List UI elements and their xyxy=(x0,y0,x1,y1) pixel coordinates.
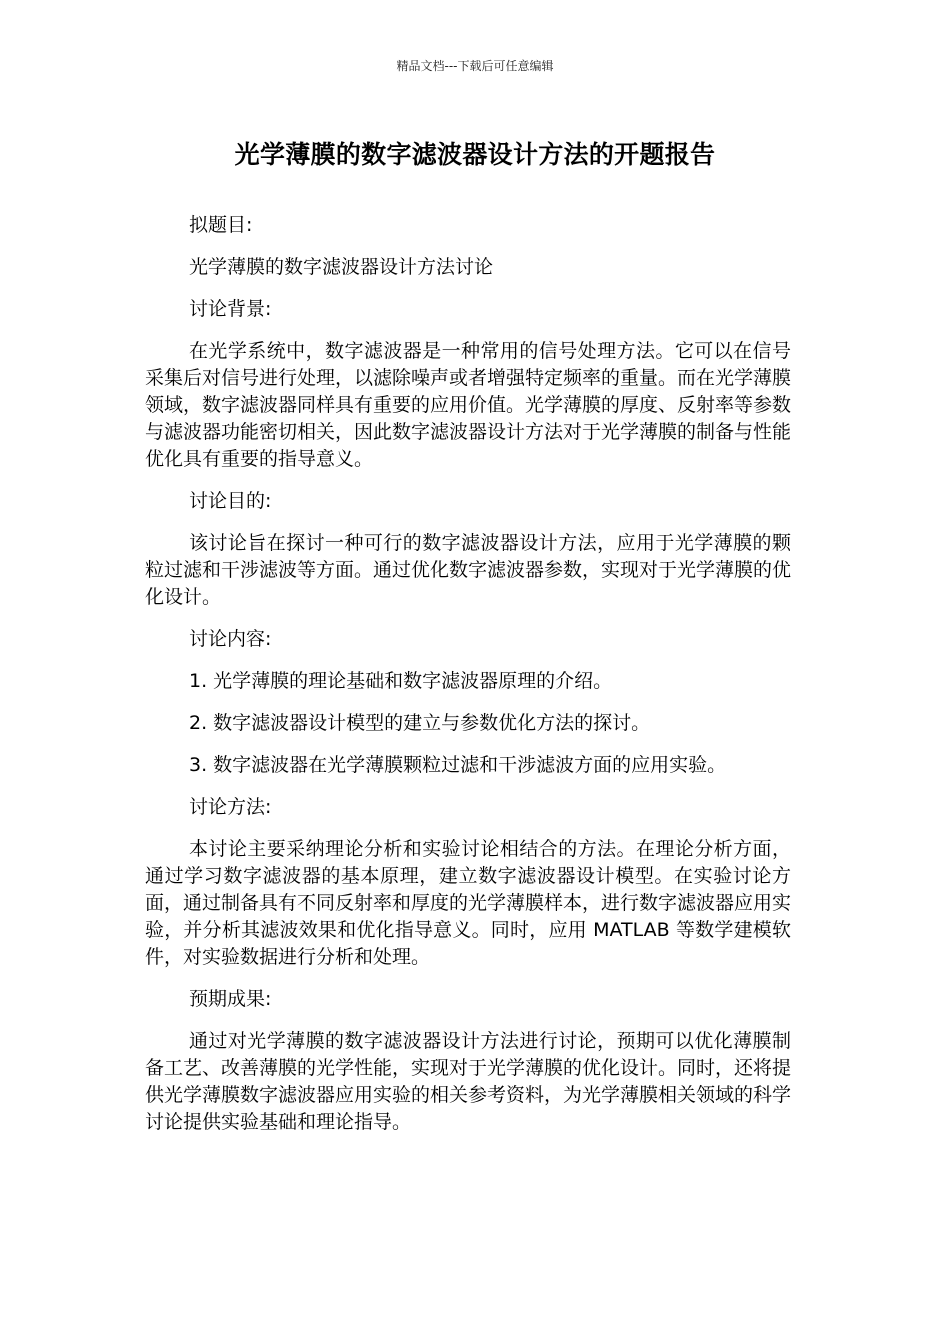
content-item-1: 1. 光学薄膜的理论基础和数字滤波器原理的介绍。 xyxy=(189,670,613,692)
purpose-paragraph: 该讨论旨在探讨一种可行的数字滤波器设计方法，应用于光学薄膜的颗粒过滤和干涉滤波等方面。通过优化数字滤波器参数，实现对于光学薄膜的优化设计。 xyxy=(145,532,792,608)
method-label: 讨论方法: xyxy=(189,796,272,818)
document-title: 光学薄膜的数字滤波器设计方法的开题报告 xyxy=(234,140,716,169)
page-header-note: 精品文档---下载后可任意编辑 xyxy=(396,59,554,73)
content-label: 讨论内容: xyxy=(189,628,272,650)
background-label: 讨论背景: xyxy=(189,298,272,320)
results-label: 预期成果: xyxy=(189,988,272,1010)
document-body xyxy=(145,212,791,1151)
background-paragraph: 在光学系统中，数字滤波器是一种常用的信号处理方法。它可以在信号采集后对信号进行处理，以滤除噪声或者增强特定频率的重量。而在光学薄膜领域，数字滤波器同样具有重要的应用价值。光学薄膜的厚度、反射率等参数与滤波器功能密切相关，因此数字滤波器设计方法对于光学薄膜的制备与性能优化具有重要的指导意义。 xyxy=(145,340,792,470)
method-paragraph: 本讨论主要采纳理论分析和实验讨论相结合的方法。在理论分析方面，通过学习数字滤波器的基本原理，建立数字滤波器设计模型。在实验讨论方面，通过制备具有不同反射率和厚度的光学薄膜样本，进行数字滤波器应用实验，并分析其滤波效果和优化指导意义。同时，应用 MATLAB 等数学建模软件，对实验数据进行分析和处理。 xyxy=(145,838,792,968)
content-item-3: 3. 数字滤波器在光学薄膜颗粒过滤和干涉滤波方面的应用实验。 xyxy=(189,754,727,776)
topic-label: 拟题目: xyxy=(189,214,253,236)
results-paragraph: 通过对光学薄膜的数字滤波器设计方法进行讨论，预期可以优化薄膜制备工艺、改善薄膜的光学性能，实现对于光学薄膜的优化设计。同时，还将提供光学薄膜数字滤波器应用实验的相关参考资料，为光学薄膜相关领域的科学讨论提供实验基础和理论指导。 xyxy=(145,1030,792,1133)
purpose-label: 讨论目的: xyxy=(189,490,272,512)
topic-text: 光学薄膜的数字滤波器设计方法讨论 xyxy=(189,256,494,278)
content-item-2: 2. 数字滤波器设计模型的建立与参数优化方法的探讨。 xyxy=(189,712,651,734)
